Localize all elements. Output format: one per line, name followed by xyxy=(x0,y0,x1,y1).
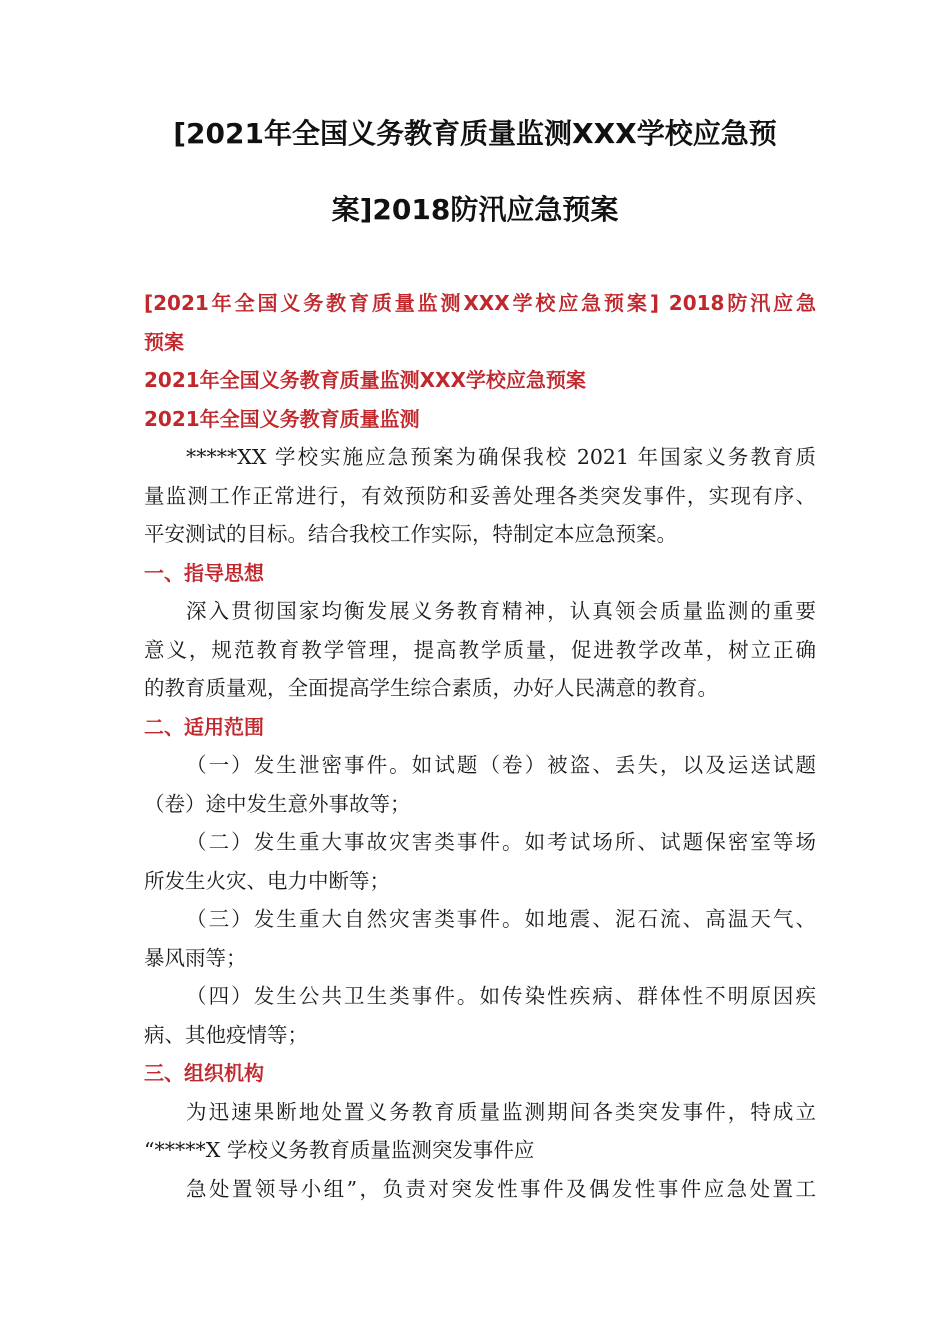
document-title-line-2: 案]2018防汛应急预案 xyxy=(331,193,619,226)
body-text-line: 所发生火灾、电力中断等； xyxy=(144,868,390,893)
body-text-line: （四）发生公共卫生类事件。如传染性疾病、群体性不明原因疾 xyxy=(186,984,816,1008)
section-heading: [2021年全国义务教育质量监测XXX学校应急预案] 2018防汛应急 xyxy=(144,291,816,315)
body-text-line: （一）发生泄密事件。如试题（卷）被盗、丢失，以及运送试题 xyxy=(186,753,816,777)
section-heading: 2021年全国义务教育质量监测 xyxy=(144,406,420,431)
body-text-line: 急处置领导小组”，负责对突发性事件及偶发性事件应急处置工 xyxy=(186,1176,816,1201)
section-heading: 二、适用范围 xyxy=(144,714,264,739)
body-text-line: 量监测工作正常进行，有效预防和妥善处理各类突发事件，实现有序、 xyxy=(144,483,816,508)
body-text-line: 病、其他疫情等； xyxy=(144,1022,308,1047)
body-text-line: 深入贯彻国家均衡发展义务教育精神，认真领会质量监测的重要 xyxy=(186,599,816,623)
body-text-line: （二）发生重大事故灾害类事件。如考试场所、试题保密室等场 xyxy=(186,830,816,854)
body-text-line: 意义，规范教育教学管理，提高教学质量，促进教学改革，树立正确 xyxy=(144,637,816,662)
body-text-line: “*****X 学校义务教育质量监测突发事件应 xyxy=(144,1138,535,1162)
body-text-line: （三）发生重大自然灾害类事件。如地震、泥石流、高温天气、 xyxy=(186,907,816,931)
body-text-line: 平安测试的目标。结合我校工作实际，特制定本应急预案。 xyxy=(144,522,677,546)
section-heading: 一、指导思想 xyxy=(144,560,264,585)
body-text-line: 的教育质量观，全面提高学生综合素质，办好人民满意的教育。 xyxy=(144,676,718,700)
section-heading: 2021年全国义务教育质量监测XXX学校应急预案 xyxy=(144,368,586,392)
document-title-line-1: [2021年全国义务教育质量监测XXX学校应急预 xyxy=(173,117,777,150)
section-heading: 三、组织机构 xyxy=(144,1061,264,1085)
section-heading: 预案 xyxy=(144,329,184,354)
body-text-line: 为迅速果断地处置义务教育质量监测期间各类突发事件，特成立 xyxy=(186,1099,816,1124)
body-text-line: 暴风雨等； xyxy=(144,945,247,970)
body-text-line: （卷）途中发生意外事故等； xyxy=(144,791,411,816)
body-text-line: *****XX 学校实施应急预案为确保我校 2021 年国家义务教育质 xyxy=(186,445,816,469)
document-body xyxy=(144,284,816,1208)
